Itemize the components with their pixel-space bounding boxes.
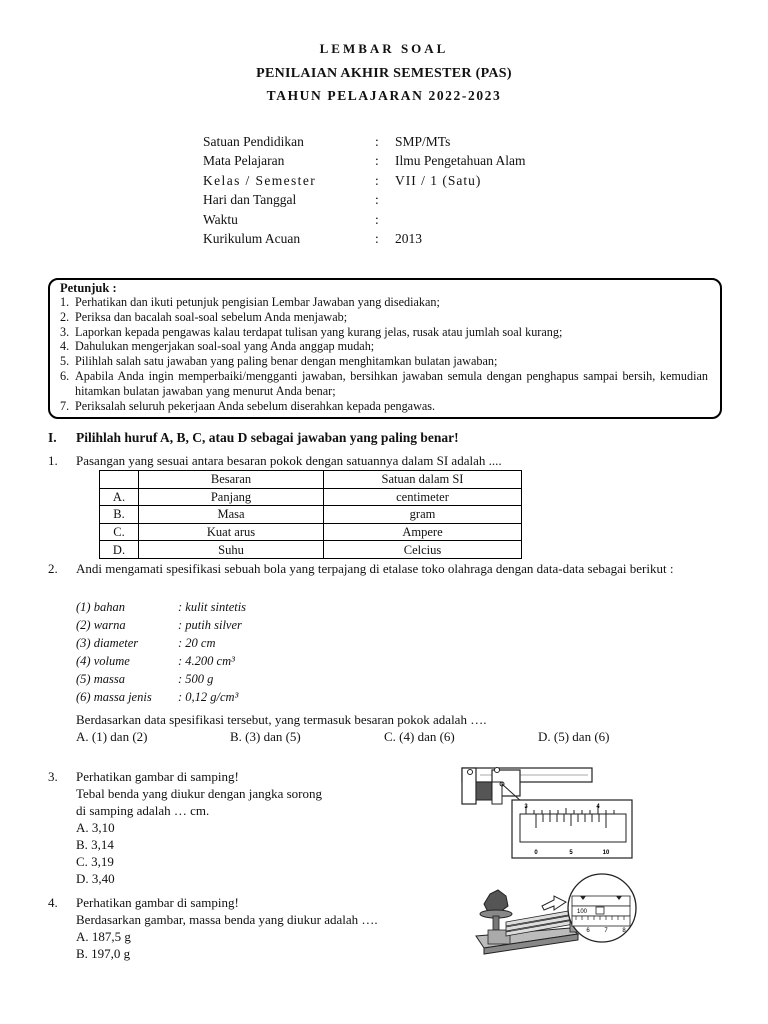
quantity-cell: Masa <box>139 506 324 524</box>
instruction-item <box>60 339 708 354</box>
question-line: Perhatikan gambar di samping! <box>76 769 239 784</box>
answer-option: A. (1) dan (2) <box>76 729 148 744</box>
section-heading <box>48 430 459 446</box>
instruction-item <box>60 325 708 340</box>
instruction-number: 1. <box>60 295 70 309</box>
instructions-list <box>60 295 708 413</box>
spec-key: (6) massa jenis <box>76 690 152 704</box>
spec-key: (5) massa <box>76 672 125 686</box>
spec-key: (3) diameter <box>76 636 139 650</box>
spec-key: (2) warna <box>76 618 126 632</box>
vernier-label: 10 <box>602 850 610 856</box>
ball-specs <box>76 598 246 706</box>
meta-colon: : <box>375 211 379 227</box>
instruction-number: 3. <box>60 324 70 339</box>
instruction-text: Pilihlah salah satu jawaban yang paling benar dengan menghitamkan bulatan jawaban; <box>75 354 498 369</box>
spec-value: : 0,12 g/cm³ <box>178 690 239 704</box>
instruction-item <box>60 369 708 399</box>
answer-option: D. 3,40 <box>76 871 115 886</box>
meta-key: Satuan Pendidikan <box>203 134 304 149</box>
sheet-title: LEMBAR SOAL <box>319 41 449 56</box>
instruction-item <box>60 399 708 414</box>
table-header: Satuan dalam SI <box>324 471 522 489</box>
spec-row <box>76 616 246 634</box>
answer-option: B. 3,14 <box>76 837 114 852</box>
meta-colon: : <box>375 134 379 149</box>
unit-cell: Ampere <box>324 523 522 541</box>
option-letter: B. <box>100 506 139 524</box>
vernier-caliper-figure <box>440 762 640 862</box>
spec-row <box>76 688 246 706</box>
triple-beam-balance-figure <box>470 872 650 958</box>
instruction-text: Periksalah seluruh pekerjaan Anda sebelum diserahkan kepada pengawas. <box>75 398 436 413</box>
table-row <box>100 523 522 541</box>
table-row <box>100 506 522 524</box>
table-header-row <box>100 471 522 489</box>
vernier-label: 5 <box>569 850 573 856</box>
option-letter: D. <box>100 541 139 559</box>
spec-value: : 4.200 cm³ <box>178 654 235 668</box>
answer-option: B. (3) dan (5) <box>230 729 301 744</box>
balance-scale-label: 100 <box>576 909 588 915</box>
main-scale-label: 3 <box>524 804 528 810</box>
unit-cell: centimeter <box>324 488 522 506</box>
question-number: 2. <box>48 561 58 576</box>
question-1 <box>48 452 720 469</box>
table-row <box>100 488 522 506</box>
question-2-options <box>76 729 692 745</box>
exam-name: PENILAIAN AKHIR SEMESTER (PAS) <box>256 66 512 81</box>
spec-row <box>76 670 246 688</box>
question-2-prompt <box>76 711 676 728</box>
meta-row <box>203 171 623 190</box>
instruction-text: Dahulukan mengerjakan soal-soal yang Anda anggap mudah; <box>75 339 375 354</box>
balance-scale-label: 7 <box>604 928 608 934</box>
instruction-number: 7. <box>60 398 70 413</box>
instruction-item <box>60 354 708 369</box>
balance-scale-label: 6 <box>586 928 590 934</box>
table-header: Besaran <box>139 471 324 489</box>
question-line: Perhatikan gambar di samping! <box>76 895 239 910</box>
instructions-title: Petunjuk : <box>60 281 117 295</box>
question-2 <box>48 560 720 577</box>
spec-key: (1) bahan <box>76 600 125 614</box>
main-scale-label: 4 <box>596 804 600 810</box>
meta-row <box>203 132 623 151</box>
answer-option: C. 3,19 <box>76 854 114 869</box>
meta-row <box>203 210 623 229</box>
meta-colon: : <box>375 192 379 208</box>
meta-colon: : <box>375 153 379 169</box>
question-body <box>76 894 448 962</box>
spec-value: : 500 g <box>178 672 214 686</box>
instruction-number: 4. <box>60 339 70 354</box>
answer-option: A. 3,10 <box>76 820 115 835</box>
question-line: di samping adalah … cm. <box>76 803 210 818</box>
meta-row <box>203 190 623 209</box>
exam-meta <box>203 132 623 248</box>
instruction-number: 5. <box>60 354 70 369</box>
question-number: 3. <box>48 769 58 784</box>
instruction-text: Perhatikan dan ikuti petunjuk pengisian Lembar Jawaban yang disediakan; <box>75 295 440 309</box>
option-letter: C. <box>100 523 139 541</box>
section-number: I. <box>48 430 57 445</box>
spec-value: : putih silver <box>178 618 242 632</box>
unit-cell: gram <box>324 506 522 524</box>
academic-year: TAHUN PELAJARAN 2022-2023 <box>266 88 502 103</box>
instruction-number: 2. <box>60 309 70 324</box>
question-4 <box>48 894 448 962</box>
instruction-item <box>60 310 708 325</box>
quantity-cell: Suhu <box>139 541 324 559</box>
instruction-text: Periksa dan bacalah soal-soal sebelum Anda menjawab; <box>75 309 348 324</box>
meta-colon: : <box>375 172 379 188</box>
meta-key: Kurikulum Acuan <box>203 230 301 246</box>
spec-value: : 20 cm <box>178 636 216 650</box>
question-number: 4. <box>48 895 58 910</box>
meta-value: 2013 <box>395 230 422 246</box>
question-text: Pasangan yang sesuai antara besaran pokok dengan satuannya dalam SI adalah .... <box>76 453 502 468</box>
spec-key: (4) volume <box>76 654 130 668</box>
balance-scale-label: 8 <box>622 928 626 934</box>
question-3 <box>48 768 388 887</box>
meta-value: SMP/MTs <box>395 134 451 149</box>
answer-option: C. (4) dan (6) <box>384 729 455 744</box>
instructions-box <box>48 278 722 419</box>
meta-key: Waktu <box>203 211 238 227</box>
question-line: Tebal benda yang diukur dengan jangka sorong <box>76 786 323 801</box>
question-number: 1. <box>48 453 58 468</box>
question-text: Andi mengamati spesifikasi sebuah bola yang terpajang di etalase toko olahraga dengan data-data sebagai berikut : <box>76 561 674 576</box>
units-table <box>99 470 522 559</box>
question-body <box>76 768 388 887</box>
answer-option: D. (5) dan (6) <box>538 729 610 744</box>
spec-value: : kulit sintetis <box>178 600 247 614</box>
question-line: Berdasarkan gambar, massa benda yang diukur adalah …. <box>76 912 378 927</box>
instruction-text: Laporkan kepada pengawas kalau terdapat tulisan yang kurang jelas, rusak atau jumlah soal kurang; <box>75 324 563 339</box>
question-text: Berdasarkan data spesifikasi tersebut, yang termasuk besaran pokok adalah …. <box>76 712 487 727</box>
answer-option: A. 187,5 g <box>76 929 131 944</box>
meta-key: Kelas / Semester <box>203 172 317 188</box>
quantity-cell: Kuat arus <box>139 523 324 541</box>
instruction-number: 6. <box>60 368 70 383</box>
instruction-item <box>60 295 708 310</box>
table-header <box>100 471 139 489</box>
unit-cell: Celcius <box>324 541 522 559</box>
spec-row <box>76 598 246 616</box>
spec-row <box>76 652 246 670</box>
option-letter: A. <box>100 488 139 506</box>
spec-row <box>76 634 246 652</box>
meta-colon: : <box>375 230 379 246</box>
meta-row <box>203 229 623 248</box>
meta-value: VII / 1 (Satu) <box>395 172 482 188</box>
answer-option: B. 197,0 g <box>76 946 131 961</box>
meta-key: Hari dan Tanggal <box>203 192 297 208</box>
meta-value: Ilmu Pengetahuan Alam <box>395 153 526 169</box>
section-text: Pilihlah huruf A, B, C, atau D sebagai jawaban yang paling benar! <box>76 430 459 445</box>
meta-key: Mata Pelajaran <box>203 153 285 169</box>
table-row <box>100 541 522 559</box>
quantity-cell: Panjang <box>139 488 324 506</box>
instruction-text: Apabila Anda ingin memperbaiki/mengganti jawaban, bersihkan jawaban semula dengan penghapus sampai bersih, kemudian hitamkan bulatan jawaban yang menurut Anda benar; <box>75 368 708 398</box>
vernier-label: 0 <box>534 850 538 856</box>
meta-row <box>203 151 623 170</box>
